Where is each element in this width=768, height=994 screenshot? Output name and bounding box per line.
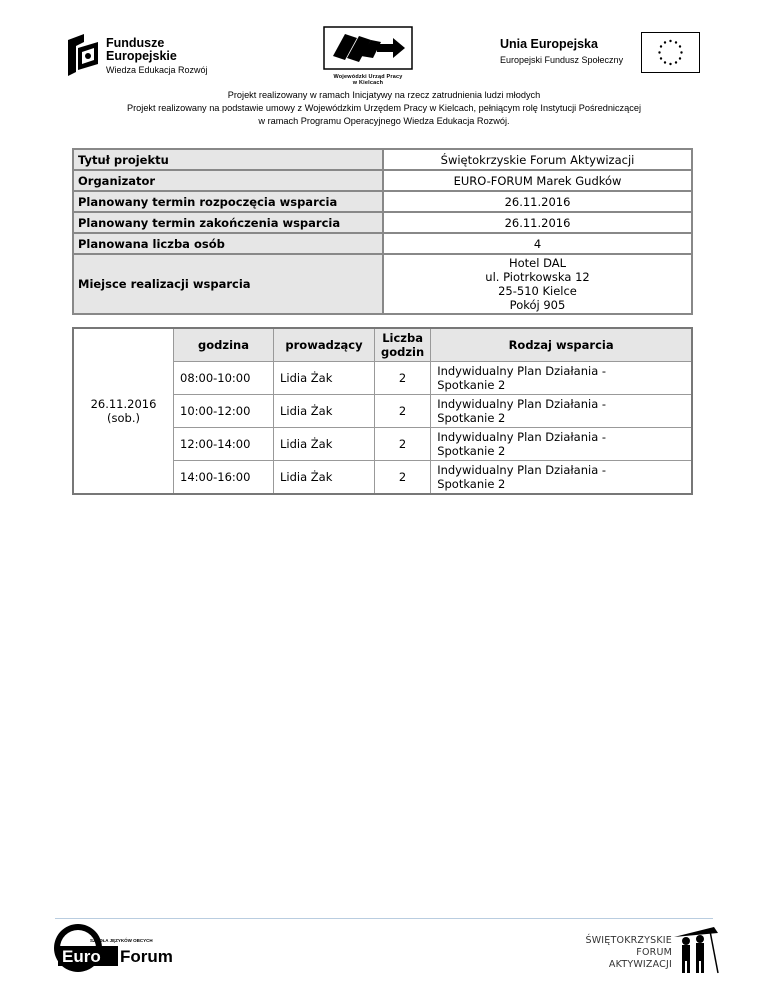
place-value xyxy=(383,254,692,314)
footer-divider xyxy=(55,918,713,919)
cell-time: 14:00-16:00 xyxy=(174,461,274,495)
wup-emblem-icon xyxy=(323,26,413,70)
column-header-lead: prowadzący xyxy=(274,328,375,362)
euroforum-euro-text: Euro xyxy=(62,947,101,966)
cell-hours: 2 xyxy=(375,362,431,395)
place-line: 25-510 Kielce xyxy=(498,284,577,298)
fundusze-europejskie-logo xyxy=(66,32,100,78)
sfa-line2: FORUM xyxy=(636,947,672,958)
column-header-time: godzina xyxy=(174,328,274,362)
intro-line2: Projekt realizowany na podstawie umowy z Wojewódzkim Urzędem Pracy w Kielcach, pełniącym rolę Instytucji Pośredniczącej xyxy=(126,103,642,113)
wup-caption-line1: Wojewódzki Urząd Pracy xyxy=(333,74,403,80)
cell-lead: Lidia Żak xyxy=(274,395,375,428)
schedule-day: (sob.) xyxy=(107,411,140,425)
info-value: EURO-FORUM Marek Gudków xyxy=(383,170,692,191)
page-header xyxy=(0,20,768,86)
kind-line2: Spotkanie 2 xyxy=(437,477,506,491)
info-label: Planowany termin rozpoczęcia wsparcia xyxy=(73,191,383,212)
cell-lead: Lidia Żak xyxy=(274,362,375,395)
intro-line3: w ramach Programu Operacyjnego Wiedza Edukacja Rozwój. xyxy=(258,116,510,126)
schedule-date-cell xyxy=(73,328,174,494)
table-row xyxy=(73,191,692,212)
kind-line2: Spotkanie 2 xyxy=(437,411,506,425)
table-header-row xyxy=(73,328,692,362)
ue-title: Unia Europejska xyxy=(500,37,598,51)
cell-lead: Lidia Żak xyxy=(274,461,375,495)
cell-kind xyxy=(431,461,692,495)
unia-europejska-text xyxy=(500,37,623,67)
cell-hours: 2 xyxy=(375,428,431,461)
euroforum-forum-text: Forum xyxy=(120,947,173,966)
cell-hours: 2 xyxy=(375,461,431,495)
table-row xyxy=(73,170,692,191)
info-value: Świętokrzyskie Forum Aktywizacji xyxy=(383,149,692,170)
project-intro xyxy=(0,89,768,128)
info-value: 26.11.2016 xyxy=(383,212,692,233)
schedule-date: 26.11.2016 xyxy=(90,397,157,411)
euroforum-logo xyxy=(50,922,200,974)
kind-line1: Indywidualny Plan Działania - xyxy=(437,397,607,411)
table-row xyxy=(73,149,692,170)
kind-line1: Indywidualny Plan Działania - xyxy=(437,364,607,378)
place-line: Pokój 905 xyxy=(509,298,566,312)
intro-line1: Projekt realizowany w ramach Inicjatywy na rzecz zatrudnienia ludzi młodych xyxy=(227,90,541,100)
kind-line2: Spotkanie 2 xyxy=(437,444,506,458)
table-row xyxy=(73,233,692,254)
info-label: Organizator xyxy=(73,170,383,191)
hours-header-line1: Liczba xyxy=(382,331,423,345)
sfa-line3: AKTYWIZACJI xyxy=(608,959,672,970)
sfa-line1: ŚWIĘTOKRZYSKIE xyxy=(585,935,672,946)
info-label: Planowana liczba osób xyxy=(73,233,383,254)
place-line: ul. Piotrkowska 12 xyxy=(485,270,590,284)
people-figures-icon xyxy=(674,925,722,975)
hours-header-line2: godzin xyxy=(381,345,425,359)
table-row xyxy=(73,212,692,233)
eu-flag-icon xyxy=(641,32,700,73)
wup-caption-line2: w Kielcach xyxy=(352,80,384,86)
table-row xyxy=(73,254,692,314)
cell-kind xyxy=(431,428,692,461)
column-header-kind: Rodzaj wsparcia xyxy=(431,328,692,362)
kind-line2: Spotkanie 2 xyxy=(437,378,506,392)
cell-kind xyxy=(431,395,692,428)
swietokrzyskie-forum-logo-text xyxy=(580,935,672,971)
cell-kind xyxy=(431,362,692,395)
fe-title-line1: Fundusze xyxy=(106,36,165,50)
info-value: 4 xyxy=(383,233,692,254)
kind-line1: Indywidualny Plan Działania - xyxy=(437,430,607,444)
kind-line1: Indywidualny Plan Działania - xyxy=(437,463,607,477)
project-info-table xyxy=(72,148,693,315)
schedule-table xyxy=(72,327,693,495)
column-header-hours xyxy=(375,328,431,362)
fundusze-europejskie-text xyxy=(106,37,208,76)
wup-kielce-logo xyxy=(323,26,413,86)
place-line: Hotel DAL xyxy=(508,256,567,270)
fe-title-line2: Europejskie xyxy=(106,49,177,63)
info-label: Tytuł projektu xyxy=(73,149,383,170)
cell-hours: 2 xyxy=(375,395,431,428)
fe-subtitle: Wiedza Edukacja Rozwój xyxy=(106,65,208,75)
info-label: Miejsce realizacji wsparcia xyxy=(73,254,383,314)
info-label: Planowany termin zakończenia wsparcia xyxy=(73,212,383,233)
cell-time: 10:00-12:00 xyxy=(174,395,274,428)
info-value: 26.11.2016 xyxy=(383,191,692,212)
ue-subtitle: Europejski Fundusz Społeczny xyxy=(500,55,624,65)
cell-time: 12:00-14:00 xyxy=(174,428,274,461)
euroforum-small-text: SZKOŁA JĘZYKÓW OBCYCH xyxy=(90,938,153,943)
cell-time: 08:00-10:00 xyxy=(174,362,274,395)
cell-lead: Lidia Żak xyxy=(274,428,375,461)
